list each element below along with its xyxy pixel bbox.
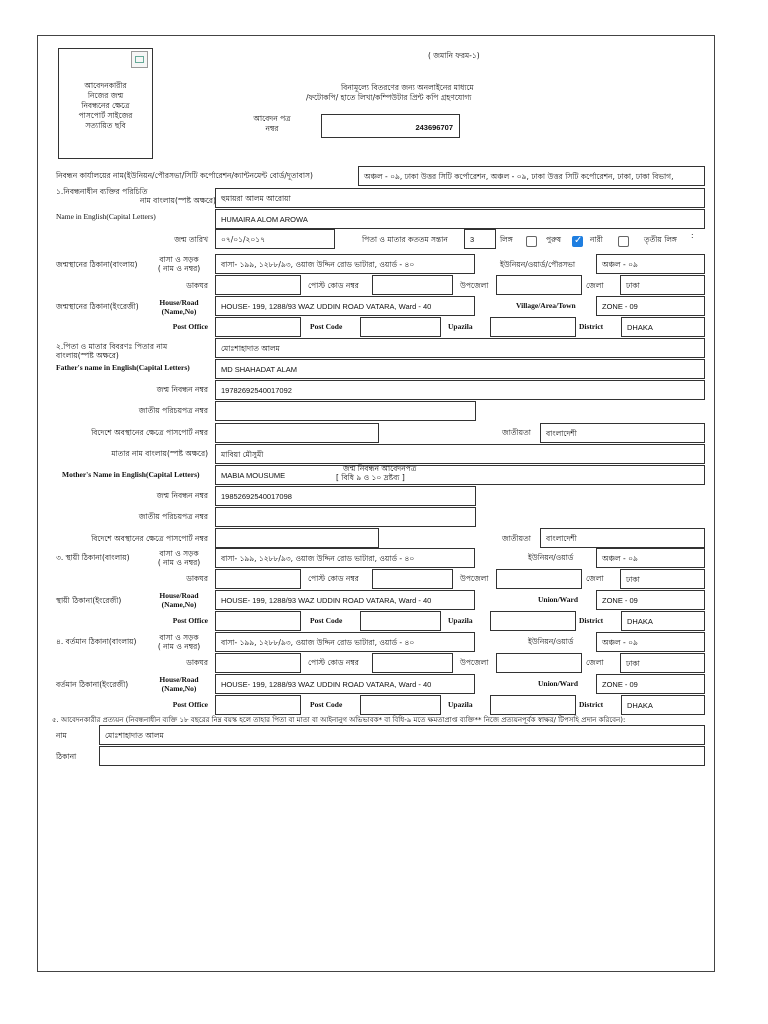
birthplace-postcode-bn-field[interactable]: [372, 275, 453, 295]
pres-upazila-en-label: Upazila: [448, 700, 473, 709]
father-passport-field[interactable]: [215, 423, 379, 443]
photo-text-3: নিবন্ধনের ক্ষেত্রে: [81, 101, 130, 110]
perm-union-en-label: Union/Ward: [538, 595, 579, 604]
birthplace-district-en-field[interactable]: DHAKA: [621, 317, 705, 337]
present-union-en-field[interactable]: ZONE - 09: [596, 674, 705, 694]
registration-form-page: [37, 35, 715, 972]
application-no-label-2: নম্বর: [265, 124, 279, 133]
birthplace-house-bn-field[interactable]: বাসা- ১৯৯, ১২৮৮/৯৩, ওয়াজ উদ্দিন রোড ভাটারা, ওয়ার্ড - ৪০: [215, 254, 475, 274]
present-district-bn-field[interactable]: ঢাকা: [620, 653, 705, 673]
permanent-union-en-field[interactable]: ZONE - 09: [596, 590, 705, 610]
birthplace-house-en-field[interactable]: HOUSE- 199, 1288/93 WAZ UDDIN ROAD VATARA, Ward - 40: [215, 296, 475, 316]
father-brn-field[interactable]: 19782692540017092: [215, 380, 705, 400]
present-upazila-bn-field[interactable]: [496, 653, 582, 673]
mother-en-label: Mother's Name in English(Capital Letters): [62, 470, 200, 479]
postoffice-bn-label: ডাকঘর: [186, 281, 208, 290]
present-postcode-bn-field[interactable]: [372, 653, 453, 673]
father-passport-label: বিদেশে অবস্থানের ক্ষেত্রে পাসপোর্ট নম্বর: [91, 428, 208, 437]
mother-name-en-field[interactable]: MABIA MOUSUME: [215, 465, 705, 485]
present-postoffice-en-field[interactable]: [215, 695, 301, 715]
father-nid-field[interactable]: [215, 401, 476, 421]
perm-house-bn-label-2: ( নাম ও নম্বর): [157, 558, 201, 567]
form-note-3: জন্ম নিবন্ধন আবেদনপত্র: [343, 464, 417, 473]
house-bn-label-1: বাসা ও সড়ক: [159, 255, 199, 264]
perm-upazila-en-label: Upazila: [448, 616, 473, 625]
perm-house-en-label-2: (Name,No): [161, 600, 197, 609]
section1-title: ১.নিবন্ধনাধীন ব্যক্তির পরিচিতি: [56, 187, 148, 196]
postoffice-en-label: Post Office: [172, 322, 208, 331]
perm-district-bn-label: জেলা: [586, 574, 604, 583]
form-number: ( জমানি ফরম-১): [428, 51, 480, 60]
pres-house-en-label-1: House/Road: [159, 675, 199, 684]
postcode-bn-label: পোস্ট কোড নম্বর: [308, 281, 359, 290]
district-bn-label: জেলা: [586, 281, 604, 290]
present-postoffice-bn-field[interactable]: [215, 653, 301, 673]
dob-field[interactable]: ০৭/০১/২০১৭: [215, 229, 335, 249]
father-bn-label-2: বাংলায়(স্পষ্ট অক্ষরে): [56, 351, 119, 360]
applicant-address-label: ঠিকানা: [56, 752, 77, 761]
pres-union-bn-label: ইউনিয়ন/ওয়ার্ড: [528, 637, 574, 646]
present-district-en-field[interactable]: DHAKA: [621, 695, 705, 715]
applicant-declaration: ৫. আবেদনকারীর প্রত্যয়ন (নিবন্ধনাধীন ব্যক্তি ১৮ বছরের নিম্ন বয়স্ক হলে তাহার পিতা বা মাতা বা আইনানুগ অভিভাবক* বা বিধি-৯ মতে ক্ষমতাপ্রাপ্ত ব্যক্তি** নিজে প্রত্যয়নপূর্বক স্বাক্ষর/ টিপসহি প্রদান করিবেন):: [52, 716, 626, 724]
perm-house-en-label-1: House/Road: [159, 591, 199, 600]
office-field[interactable]: অঞ্চল - ০৯, ঢাকা উত্তর সিটি কর্পোরেশন, অঞ্চল - ০৯, ঢাকা উত্তর সিটি কর্পোরেশন, ঢাকা, ঢাকা বিভাগ,: [358, 166, 705, 186]
colon-mark: :: [691, 231, 694, 240]
permanent-postcode-en-field[interactable]: [360, 611, 441, 631]
father-bn-label-1: ২.পিতা ও মাতার বিবরণঃ পিতার নাম: [56, 342, 168, 351]
permanent-district-en-field[interactable]: DHAKA: [621, 611, 705, 631]
perm-house-bn-label-1: বাসা ও সড়ক: [159, 549, 199, 558]
district-en-label: District: [579, 322, 604, 331]
house-en-label-1: House/Road: [159, 298, 199, 307]
sex-label: লিঙ্গ: [500, 235, 513, 244]
dob-label: জন্ম তারিখ: [174, 235, 208, 244]
union-bn-label: ইউনিয়ন/ওয়ার্ড/পৌরসভা: [500, 260, 576, 269]
perm-postoffice-bn-label: ডাকঘর: [186, 574, 208, 583]
application-no-field[interactable]: 243696707: [321, 114, 460, 138]
mother-passport-label: বিদেশে অবস্থানের ক্ষেত্রে পাসপোর্ট নম্বর: [91, 534, 208, 543]
birthplace-upazila-en-field[interactable]: [490, 317, 576, 337]
present-upazila-en-field[interactable]: [490, 695, 576, 715]
photo-text-5: সত্যায়িত ছবি: [85, 121, 126, 130]
father-en-label: Father's name in English(Capital Letters): [56, 363, 190, 372]
present-postcode-en-field[interactable]: [360, 695, 441, 715]
form-note-4: [ বিধি ৯ ও ১০ দ্রষ্টব্য ]: [336, 473, 405, 482]
broken-image-icon: [131, 51, 148, 68]
pres-postcode-bn-label: পোস্ট কোড নম্বর: [308, 658, 359, 667]
birthplace-postoffice-en-field[interactable]: [215, 317, 301, 337]
form-note-2: /ফটোকপি/ হাতে লিখা/কম্পিউটার প্রিন্ট কপি গ্রহণযোগ্য: [306, 93, 472, 102]
applicant-address-field[interactable]: [99, 746, 705, 766]
pres-postcode-en-label: Post Code: [310, 700, 343, 709]
pres-upazila-bn-label: উপজেলা: [460, 658, 489, 667]
applicant-name-label: নাম: [56, 731, 67, 740]
perm-union-bn-label: ইউনিয়ন/ওয়ার্ড: [528, 553, 574, 562]
present-bn-label: ৪. বর্তমান ঠিকানা(বাংলায়): [56, 637, 137, 646]
father-name-en-field[interactable]: MD SHAHADAT ALAM: [215, 359, 705, 379]
father-nid-label: জাতীয় পরিচয়পত্র নম্বর: [138, 406, 208, 415]
application-no-label-1: আবেদন পত্র: [253, 114, 291, 123]
mother-nid-label: জাতীয় পরিচয়পত্র নম্বর: [138, 512, 208, 521]
permanent-postoffice-bn-field[interactable]: [215, 569, 301, 589]
female-label: নারী: [590, 235, 603, 244]
male-label: পুরুষ: [546, 235, 561, 244]
birthplace-village-en-field[interactable]: ZONE - 09: [596, 296, 705, 316]
birthplace-union-bn-field[interactable]: অঞ্চল - ০৯: [596, 254, 705, 274]
third-gender-checkbox[interactable]: [618, 236, 629, 247]
house-en-label-2: (Name,No): [161, 307, 197, 316]
house-bn-label-2: ( নাম ও নম্বর): [157, 264, 201, 273]
upazila-bn-label: উপজেলা: [460, 281, 489, 290]
mother-nid-field[interactable]: [215, 507, 476, 527]
father-nationality-field[interactable]: বাংলাদেশী: [540, 423, 705, 443]
pres-house-bn-label-2: ( নাম ও নম্বর): [157, 642, 201, 651]
pres-postoffice-en-label: Post Office: [172, 700, 208, 709]
female-checkbox[interactable]: [572, 236, 583, 247]
perm-upazila-bn-label: উপজেলা: [460, 574, 489, 583]
birthplace-en-label: জন্মস্থানের ঠিকানা(ইংরেজী): [56, 302, 139, 311]
father-nationality-label: জাতীয়তা: [502, 428, 531, 437]
permanent-en-label: স্থায়ী ঠিকানা(ইংরেজী): [56, 596, 122, 605]
pres-union-en-label: Union/Ward: [538, 679, 579, 688]
perm-postcode-en-label: Post Code: [310, 616, 343, 625]
father-name-bn-field[interactable]: মোঃশাহাদাত আলম: [215, 338, 705, 358]
pres-district-en-label: District: [579, 700, 604, 709]
village-en-label: Village/Area/Town: [516, 301, 576, 310]
third-gender-label: তৃতীয় লিঙ্গ: [644, 235, 677, 244]
photo-text-4: পাসপোর্ট সাইজের: [78, 111, 133, 120]
permanent-postcode-bn-field[interactable]: [372, 569, 453, 589]
permanent-house-bn-field[interactable]: বাসা- ১৯৯, ১২৮৮/৯৩, ওয়াজ উদ্দিন রোড ভাটারা, ওয়ার্ড - ৪০: [215, 548, 475, 568]
present-en-label: বর্তমান ঠিকানা(ইংরেজী): [56, 680, 129, 689]
perm-district-en-label: District: [579, 616, 604, 625]
perm-postcode-bn-label: পোস্ট কোড নম্বর: [308, 574, 359, 583]
permanent-upazila-en-field[interactable]: [490, 611, 576, 631]
birthplace-bn-label: জন্মস্থানের ঠিকানা(বাংলায়): [56, 260, 138, 269]
birthplace-district-bn-field[interactable]: ঢাকা: [620, 275, 705, 295]
name-en-label: Name in English(Capital Letters): [56, 212, 156, 221]
father-brn-label: জন্ম নিবন্ধন নম্বর: [156, 385, 208, 394]
permanent-postoffice-en-field[interactable]: [215, 611, 301, 631]
permanent-bn-label: ৩. স্থায়ী ঠিকানা(বাংলায়): [56, 553, 130, 562]
office-label: নিবন্ধন কার্যালয়ের নাম(ইউনিয়ন/পৌরসভা/সিটি কর্পোরেশন/ক্যান্টনমেন্ট বোর্ড/দূতাবাস): [56, 171, 313, 180]
applicant-name-field[interactable]: মোঃশাহাদাত আলম: [99, 725, 705, 745]
mother-nationality-field[interactable]: বাংলাদেশী: [540, 528, 705, 548]
mother-passport-field[interactable]: [215, 528, 379, 548]
birthplace-upazila-bn-field[interactable]: [496, 275, 582, 295]
present-house-en-field[interactable]: HOUSE- 199, 1288/93 WAZ UDDIN ROAD VATARA, Ward - 40: [215, 674, 475, 694]
name-en-field[interactable]: HUMAIRA ALOM AROWA: [215, 209, 705, 229]
permanent-house-en-field[interactable]: HOUSE- 199, 1288/93 WAZ UDDIN ROAD VATARA, Ward - 40: [215, 590, 475, 610]
male-checkbox[interactable]: [526, 236, 537, 247]
pres-house-bn-label-1: বাসা ও সড়ক: [159, 633, 199, 642]
form-note-1: বিনামূল্যে বিতরণের জন্য অনলাইনের মাধ্যমে: [341, 83, 474, 92]
upazila-en-label: Upazila: [448, 322, 473, 331]
mother-brn-label: জন্ম নিবন্ধন নম্বর: [156, 491, 208, 500]
permanent-district-bn-field[interactable]: ঢাকা: [620, 569, 705, 589]
mother-name-bn-field[interactable]: মাবিয়া মৌসুমী: [215, 444, 705, 464]
photo-text-2: নিজের জন্ম: [87, 91, 124, 100]
birthplace-postcode-en-field[interactable]: [360, 317, 441, 337]
permanent-upazila-bn-field[interactable]: [496, 569, 582, 589]
photo-text-1: আবেদনকারীর: [84, 81, 127, 90]
photo-box: [58, 48, 153, 159]
mother-bn-label: মাতার নাম বাংলায়(স্পষ্ট অক্ষরে): [111, 449, 208, 458]
mother-nationality-label: জাতীয়তা: [502, 534, 531, 543]
name-bn-label: নাম বাংলায়(স্পষ্ট অক্ষরে): [139, 196, 216, 205]
pres-district-bn-label: জেলা: [586, 658, 604, 667]
present-house-bn-field[interactable]: বাসা- ১৯৯, ১২৮৮/৯৩, ওয়াজ উদ্দিন রোড ভাটারা, ওয়ার্ড - ৪০: [215, 632, 475, 652]
name-bn-field[interactable]: হুমায়রা আলম আরোয়া: [215, 188, 705, 208]
perm-postoffice-en-label: Post Office: [172, 616, 208, 625]
pres-postoffice-bn-label: ডাকঘর: [186, 658, 208, 667]
mother-brn-field[interactable]: 19852692540017098: [215, 486, 476, 506]
present-union-bn-field[interactable]: অঞ্চল - ০৯: [596, 632, 705, 652]
pres-house-en-label-2: (Name,No): [161, 684, 197, 693]
permanent-union-bn-field[interactable]: অঞ্চল - ০৯: [596, 548, 705, 568]
child-order-label: পিতা ও মাতার কততম সন্তান: [362, 235, 448, 244]
birthplace-postoffice-bn-field[interactable]: [215, 275, 301, 295]
postcode-en-label: Post Code: [310, 322, 343, 331]
child-order-field[interactable]: 3: [464, 229, 496, 249]
